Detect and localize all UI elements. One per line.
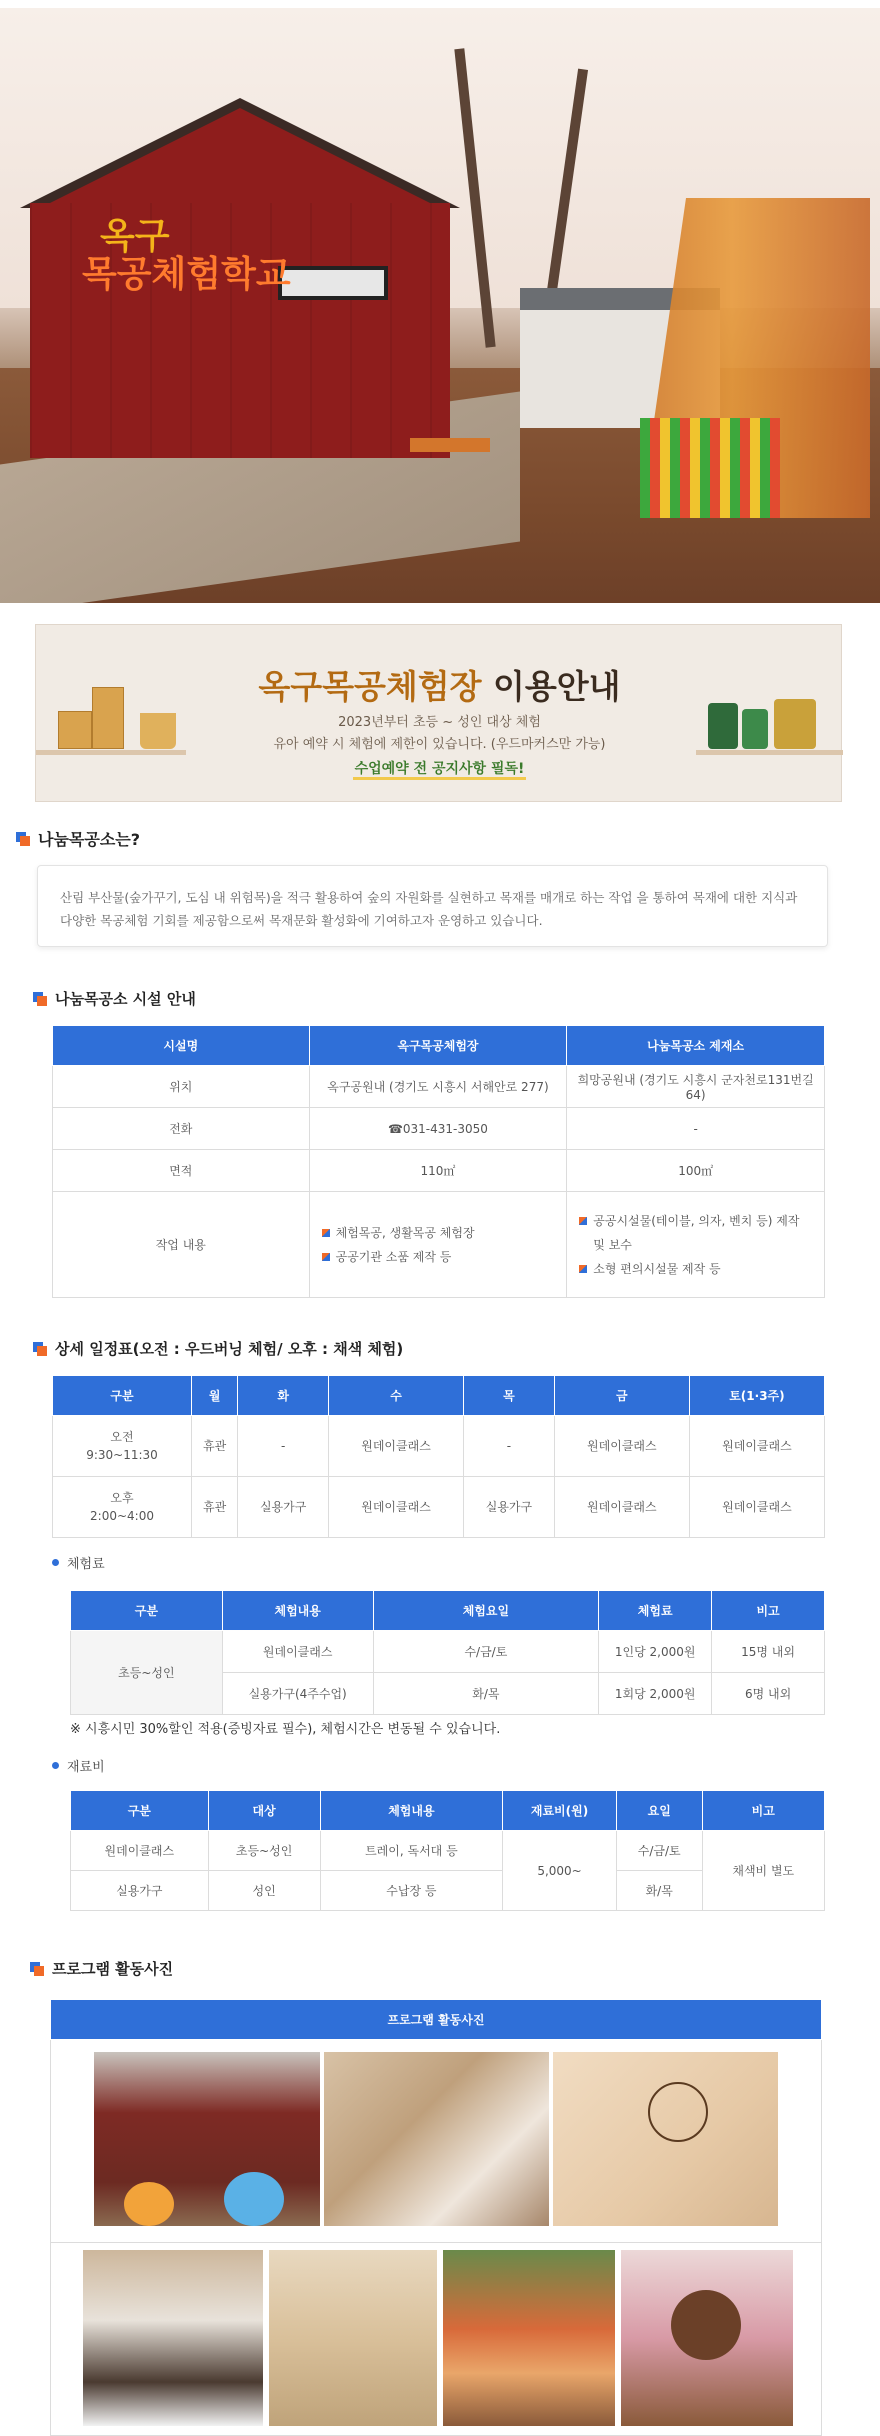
hero-sign-line2: 목공체험학교 bbox=[82, 253, 291, 295]
section-square-icon bbox=[33, 992, 47, 1006]
fee-cell: 15명 내외 bbox=[712, 1631, 825, 1673]
facility-cell: 작업 내용 bbox=[53, 1192, 310, 1298]
mascot-orange bbox=[124, 2182, 174, 2226]
schedule-cell: 원데이클래스 bbox=[689, 1477, 824, 1538]
material-cell: 트레이, 독서대 등 bbox=[320, 1831, 503, 1871]
facility-header: 시설명 bbox=[53, 1026, 310, 1066]
hero-sign-line1: 옥구 bbox=[100, 216, 170, 257]
work-item: 공공시설물(테이블, 의자, 벤치 등) 제작 및 보수 bbox=[579, 1209, 812, 1257]
section-square-icon bbox=[16, 832, 30, 846]
schedule-cell: 원데이클래스 bbox=[554, 1416, 689, 1477]
material-cell: 초등~성인 bbox=[208, 1831, 320, 1871]
material-heading bbox=[52, 1756, 105, 1775]
fee-note: ※ 시흥시민 30%할인 적용(증빙자료 필수), 체험시간은 변동될 수 있습니다. bbox=[70, 1722, 501, 1737]
facility-cell: 희망공원내 (경기도 시흥시 군자천로131번길 64) bbox=[567, 1066, 825, 1108]
schedule-header: 월 bbox=[191, 1376, 237, 1416]
fee-cell: 원데이클래스 bbox=[222, 1631, 373, 1673]
gallery-photos bbox=[50, 2040, 822, 2436]
gallery-photo-snoopy bbox=[553, 2052, 778, 2226]
schedule-cell: 원데이클래스 bbox=[689, 1416, 824, 1477]
facility-heading bbox=[33, 988, 196, 1009]
material-cell: 성인 bbox=[208, 1871, 320, 1911]
banner-notice-text: 수업예약 전 공지사항 필독! bbox=[353, 761, 527, 780]
bear-face bbox=[671, 2290, 741, 2360]
fee-cell: 1회당 2,000원 bbox=[599, 1673, 712, 1715]
schedule-header: 금 bbox=[554, 1376, 689, 1416]
hero-barn-gable bbox=[40, 108, 440, 208]
material-header: 재료비(원) bbox=[503, 1791, 617, 1831]
schedule-header: 구분 bbox=[53, 1376, 192, 1416]
facility-cell: 옥구공원내 (경기도 시흥시 서해안로 277) bbox=[309, 1066, 567, 1108]
facility-table bbox=[52, 1025, 825, 1298]
facility-cell: 100㎡ bbox=[567, 1150, 825, 1192]
gallery-photo-bear-sign bbox=[621, 2250, 793, 2426]
work-item: 소형 편의시설물 제작 등 bbox=[579, 1257, 812, 1281]
work-item: 체험목공, 생활목공 체험장 bbox=[322, 1221, 555, 1245]
gallery-photo-barn bbox=[94, 2052, 320, 2226]
schedule-label-period: 오전 bbox=[110, 1430, 134, 1444]
facility-work-list bbox=[309, 1192, 567, 1298]
material-heading-text: 재료비 bbox=[67, 1760, 105, 1775]
facility-cell: 110㎡ bbox=[309, 1150, 567, 1192]
banner-line1: 2023년부터 초등 ~ 성인 대상 체험 bbox=[338, 715, 541, 730]
schedule-row-label bbox=[53, 1416, 192, 1477]
gallery-photo-painting bbox=[83, 2250, 263, 2426]
facility-cell: - bbox=[567, 1108, 825, 1150]
fee-cell: 수/금/토 bbox=[373, 1631, 599, 1673]
schedule-cell: 휴관 bbox=[191, 1416, 237, 1477]
section-square-icon bbox=[33, 1342, 47, 1356]
schedule-label-time: 2:00~4:00 bbox=[90, 1509, 154, 1523]
facility-work-list bbox=[567, 1192, 825, 1298]
fee-table bbox=[70, 1590, 825, 1715]
schedule-table bbox=[52, 1375, 825, 1538]
schedule-header: 화 bbox=[238, 1376, 329, 1416]
schedule-row-label bbox=[53, 1477, 192, 1538]
gallery-photo-burning bbox=[324, 2052, 549, 2226]
material-header: 체험내용 bbox=[320, 1791, 503, 1831]
gallery-heading-text: 프로그램 활동사진 bbox=[52, 1960, 174, 1978]
material-header: 비고 bbox=[702, 1791, 825, 1831]
banner-title bbox=[36, 661, 843, 708]
intro-heading-text: 나눔목공소는? bbox=[38, 830, 141, 849]
hero-colored-fence bbox=[640, 418, 780, 518]
facility-cell: 위치 bbox=[53, 1066, 310, 1108]
hero-photo bbox=[0, 8, 880, 603]
material-day: 수/금/토 bbox=[616, 1831, 702, 1871]
intro-heading bbox=[16, 827, 140, 850]
gallery-heading bbox=[30, 1958, 173, 1979]
fee-heading-text: 체험료 bbox=[67, 1557, 105, 1572]
fee-cell: 화/목 bbox=[373, 1673, 599, 1715]
intro-box: 산림 부산물(숲가꾸기, 도심 내 위험목)을 적극 활용하여 숲의 자원화를 실현하고 목재를 매개로 하는 작업 을 통하여 목재에 대한 지식과 다양한 목공체험 기회를 제공함으로써 목재문화 활성화에 기여하고자 운영하고 있습니다. bbox=[37, 865, 828, 947]
facility-cell: 면적 bbox=[53, 1150, 310, 1192]
fee-cell: 실용가구(4주수업) bbox=[222, 1673, 373, 1715]
material-cell: 원데이클래스 bbox=[71, 1831, 209, 1871]
banner-notice bbox=[36, 758, 843, 778]
facility-heading-text: 나눔목공소 시설 안내 bbox=[55, 990, 196, 1008]
schedule-heading-text: 상세 일정표(오전 : 우드버닝 체험/ 오후 : 채색 체험) bbox=[55, 1340, 404, 1358]
material-header: 구분 bbox=[71, 1791, 209, 1831]
schedule-cell: - bbox=[238, 1416, 329, 1477]
section-square-icon bbox=[30, 1962, 44, 1976]
material-table bbox=[70, 1790, 825, 1911]
material-price: 5,000~ bbox=[503, 1831, 617, 1911]
schedule-label-period: 오후 bbox=[110, 1491, 134, 1505]
schedule-cell: 휴관 bbox=[191, 1477, 237, 1538]
fee-group: 초등~성인 bbox=[71, 1631, 223, 1715]
banner-title-main: 옥구목공체험장 bbox=[258, 667, 482, 706]
gallery-row-divider bbox=[51, 2242, 821, 2243]
schedule-label-time: 9:30~11:30 bbox=[86, 1448, 158, 1462]
fee-header: 체험료 bbox=[599, 1591, 712, 1631]
schedule-cell: 원데이클래스 bbox=[554, 1477, 689, 1538]
fee-heading bbox=[52, 1553, 105, 1572]
fee-header: 비고 bbox=[712, 1591, 825, 1631]
hero-barn-sign bbox=[82, 218, 291, 294]
schedule-cell: 원데이클래스 bbox=[328, 1477, 463, 1538]
facility-header: 옥구목공체험장 bbox=[309, 1026, 567, 1066]
schedule-cell: 원데이클래스 bbox=[328, 1416, 463, 1477]
gallery-photo-furniture bbox=[269, 2250, 437, 2426]
schedule-header: 수 bbox=[328, 1376, 463, 1416]
info-banner bbox=[35, 624, 842, 802]
schedule-cell: 실용가구 bbox=[238, 1477, 329, 1538]
material-cell: 수납장 등 bbox=[320, 1871, 503, 1911]
gallery-photo-signs bbox=[443, 2250, 615, 2426]
material-header: 요일 bbox=[616, 1791, 702, 1831]
gallery-header: 프로그램 활동사진 bbox=[51, 2000, 822, 2040]
material-header: 대상 bbox=[208, 1791, 320, 1831]
material-remark: 채색비 별도 bbox=[702, 1831, 825, 1911]
gallery-table-header bbox=[50, 1999, 822, 2040]
hero-bench bbox=[410, 438, 490, 452]
fee-header: 구분 bbox=[71, 1591, 223, 1631]
schedule-cell: 실용가구 bbox=[464, 1477, 555, 1538]
banner-title-suffix: 이용안내 bbox=[481, 667, 621, 706]
hero-barn-window bbox=[278, 266, 388, 300]
schedule-header: 목 bbox=[464, 1376, 555, 1416]
schedule-header: 토(1·3주) bbox=[689, 1376, 824, 1416]
fee-header: 체험요일 bbox=[373, 1591, 599, 1631]
work-item: 공공기관 소품 제작 등 bbox=[322, 1245, 555, 1269]
material-day: 화/목 bbox=[616, 1871, 702, 1911]
banner-line2: 유아 예약 시 체험에 제한이 있습니다. (우드마커스만 가능) bbox=[273, 737, 606, 752]
snoopy-drawing bbox=[648, 2082, 708, 2142]
fee-cell: 1인당 2,000원 bbox=[599, 1631, 712, 1673]
facility-header: 나눔목공소 제재소 bbox=[567, 1026, 825, 1066]
schedule-cell: - bbox=[464, 1416, 555, 1477]
facility-cell: ☎031-431-3050 bbox=[309, 1108, 567, 1150]
facility-cell: 전화 bbox=[53, 1108, 310, 1150]
material-cell: 실용가구 bbox=[71, 1871, 209, 1911]
fee-header: 체험내용 bbox=[222, 1591, 373, 1631]
fee-cell: 6명 내외 bbox=[712, 1673, 825, 1715]
schedule-heading bbox=[33, 1338, 403, 1359]
mascot-blue bbox=[224, 2172, 284, 2226]
